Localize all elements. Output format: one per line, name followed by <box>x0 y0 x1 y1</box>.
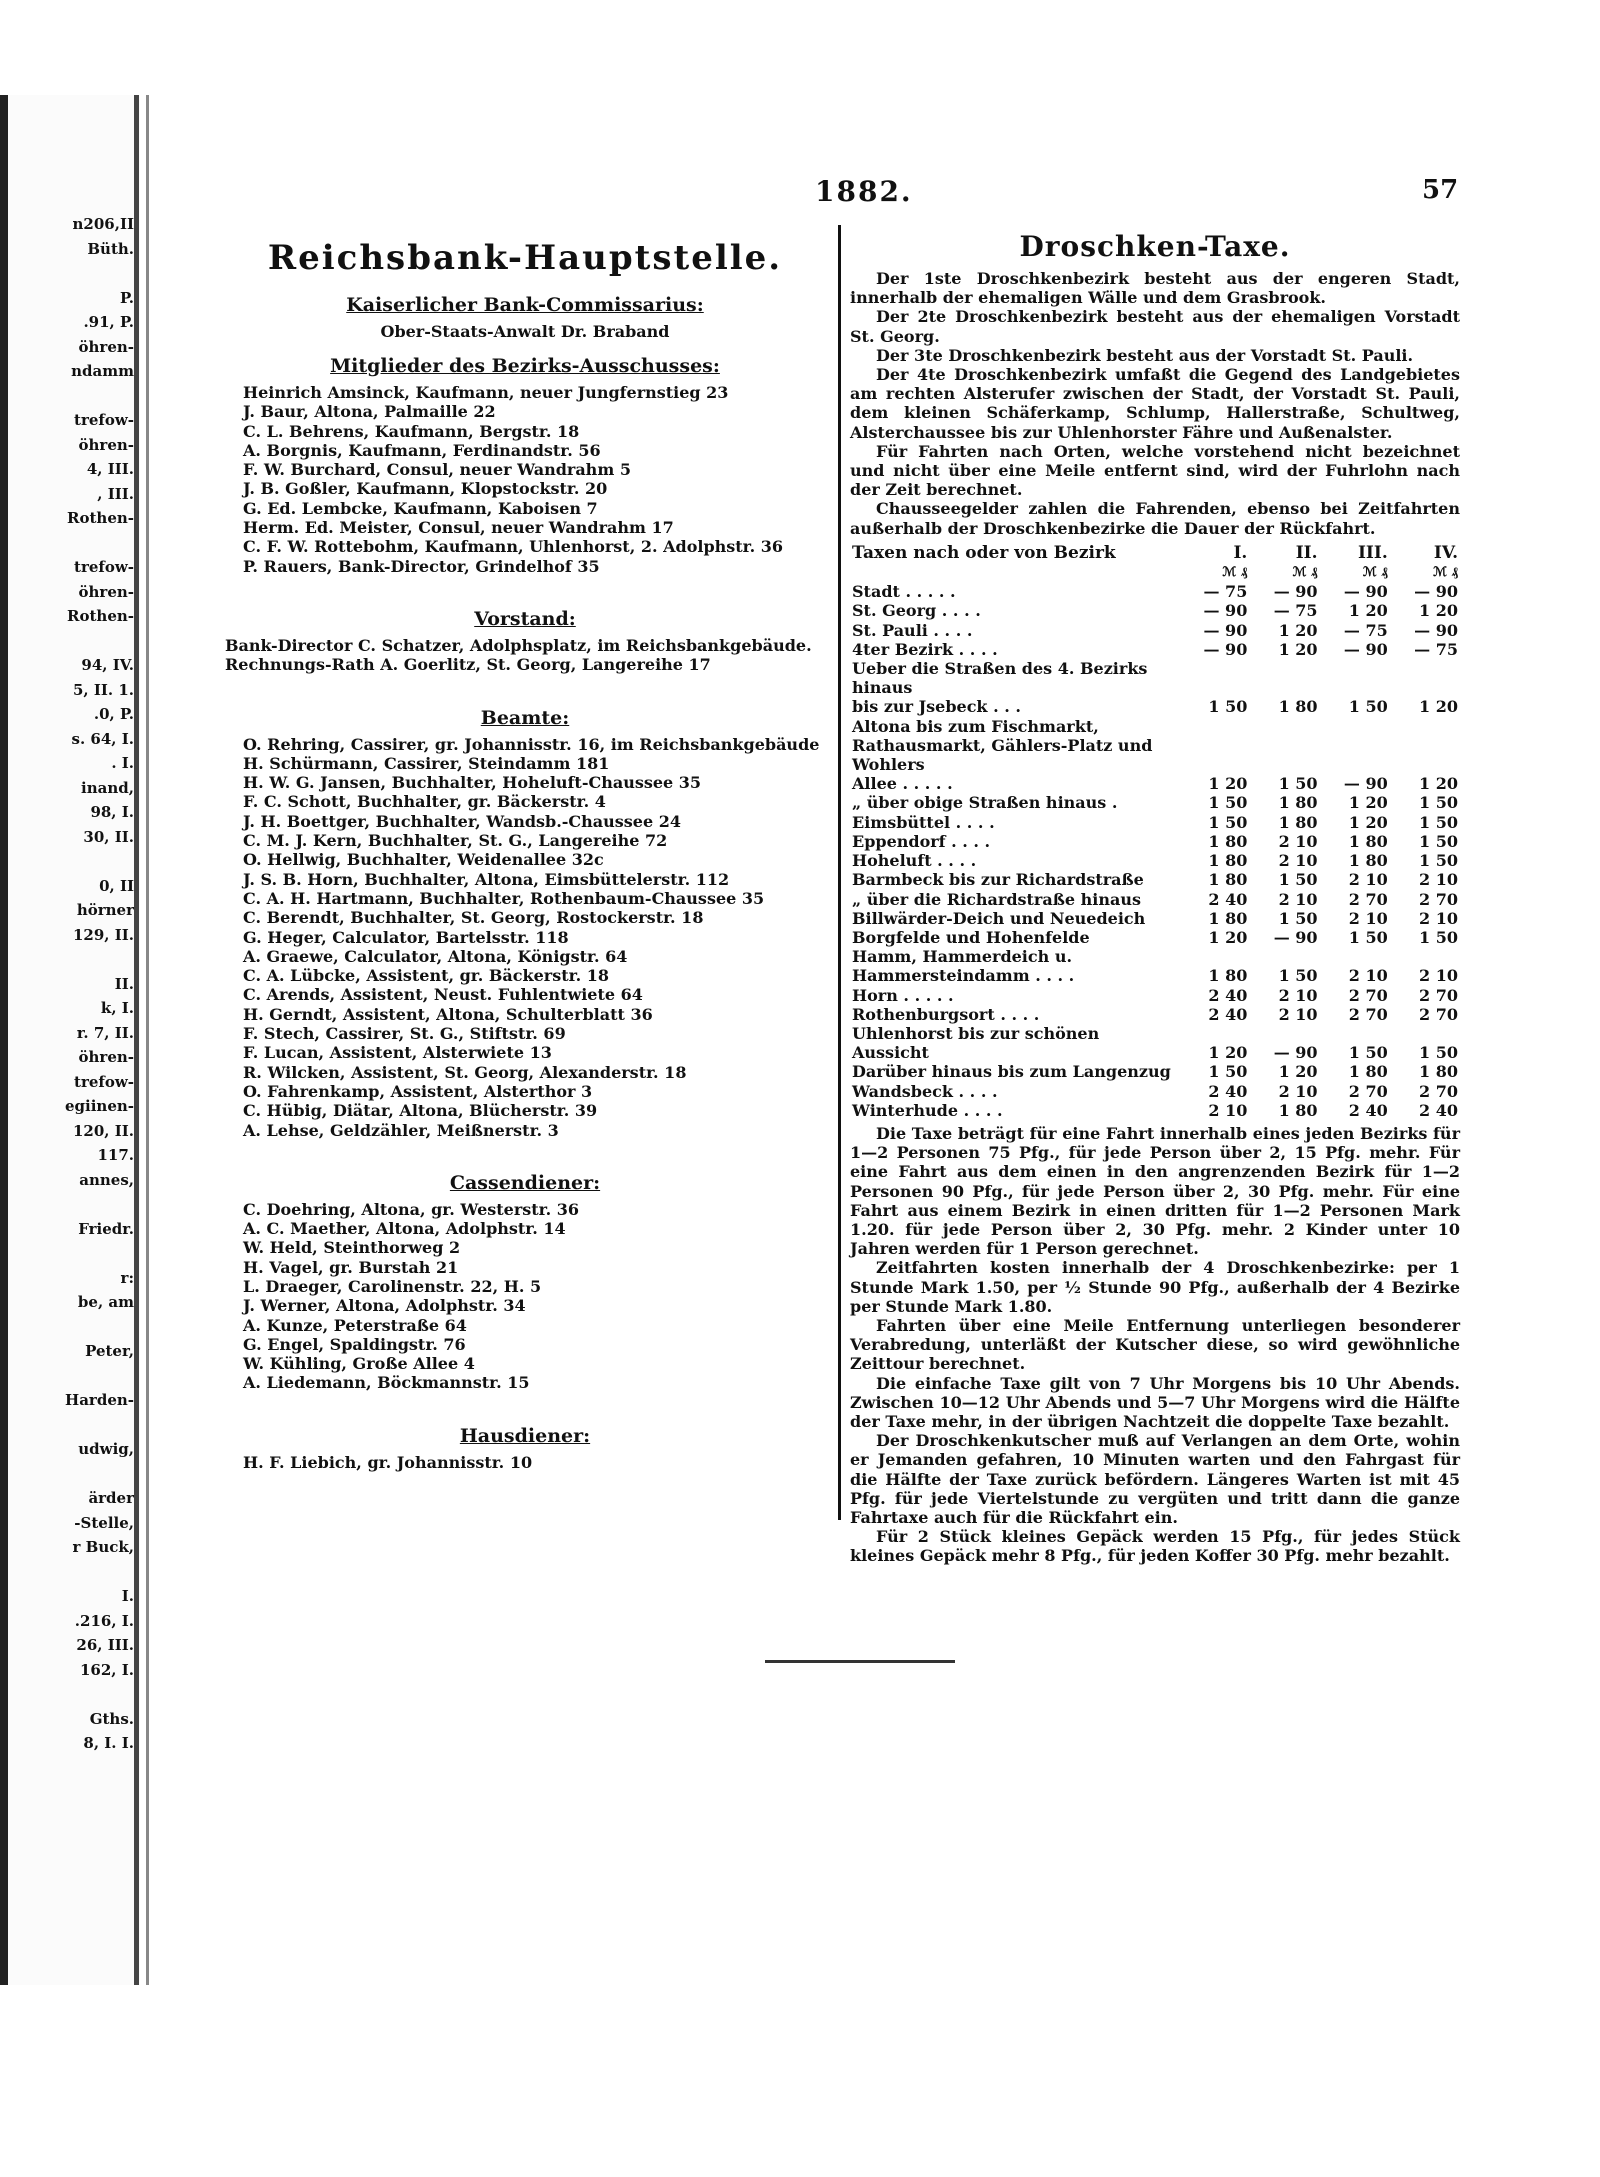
fare-value <box>1249 717 1319 775</box>
fare-unit: ℳ ₰ <box>1362 565 1388 581</box>
fare-place: Altona bis zum Fischmarkt, Rathausmarkt, Gählers-Platz und Wohlers <box>852 716 1153 775</box>
fare-row <box>850 601 1460 620</box>
fare-value: 1 80 <box>1208 831 1248 851</box>
list-item: C. Doehring, Altona, gr. Westerstr. 36 <box>243 1199 580 1219</box>
list-item: Herm. Ed. Meister, Consul, neuer Wandrahm 17 <box>243 518 674 538</box>
committee-list <box>225 383 825 576</box>
facing-page-fragment: trefow- <box>74 1072 134 1091</box>
fare-row <box>850 659 1460 697</box>
fare-value: 1 50 <box>1419 812 1458 832</box>
fare-value: 2 40 <box>1419 1100 1458 1120</box>
servants-heading: Cassendiener: <box>449 1171 601 1194</box>
fare-value: 1 80 <box>1278 697 1318 717</box>
fare-unit: ℳ ₰ <box>1222 565 1248 581</box>
fare-value: 2 10 <box>1278 889 1318 909</box>
fare-value: 2 10 <box>1208 1100 1248 1120</box>
fare-value: 2 70 <box>1419 1081 1458 1101</box>
intro-paragraph: Für Fahrten nach Orten, welche vorstehend nicht bezeichnet und nicht über eine Meile entfernt sind, wird der Fuhrlohn nach der Zeit berechnet. <box>850 441 1460 500</box>
fare-row <box>850 582 1460 601</box>
facing-page-fragment: I. <box>121 1587 134 1605</box>
fare-unit: ℳ ₰ <box>1292 565 1318 581</box>
fare-value: 2 10 <box>1278 985 1318 1005</box>
facing-page-fragment: 98, I. <box>90 803 134 821</box>
fare-value: 1 50 <box>1278 774 1318 794</box>
commissar-heading: Kaiserlicher Bank-Commissarius: <box>346 294 704 316</box>
fare-row <box>850 774 1460 793</box>
fare-row <box>850 697 1460 716</box>
fare-value: 1 20 <box>1348 601 1388 621</box>
list-item: J. Werner, Altona, Adolphstr. 34 <box>243 1296 526 1316</box>
facing-page-fragment: inand, <box>81 778 134 797</box>
fare-note: Zeitfahrten kosten innerhalb der 4 Droschkenbezirke: per 1 Stunde Mark 1.50, per ½ Stunde 90 Pfg., außerhalb der 4 Bezirke per Stunde Mark 1.80. <box>850 1258 1460 1316</box>
fare-row <box>850 640 1460 659</box>
list-item: P. Rauers, Bank-Director, Grindelhof 35 <box>243 556 600 576</box>
fare-note: Der Droschkenkutscher muß auf Verlangen an dem Orte, wohin er Jemanden gefahren, 10 Minuten warten und den Fahrgast für die Hälfte der Taxe zurück befördern. Längeres Warten ist mit 45 Pfg. für jede Viertelstunde zu vergüten und tritt dann die ganze Fahrtaxe auch für die Rückfahrt ein. <box>850 1431 1460 1527</box>
list-item: G. Heger, Calculator, Bartelsstr. 118 <box>243 927 569 947</box>
list-item: W. Held, Steinthorweg 2 <box>243 1238 461 1258</box>
fare-value: 1 80 <box>1419 1062 1458 1082</box>
fare-place: Allee . . . . . <box>852 774 953 794</box>
servants-list <box>225 1200 825 1393</box>
list-item: H. F. Liebich, gr. Johannisstr. 10 <box>243 1452 533 1472</box>
fare-row <box>850 870 1460 889</box>
fare-col-header: IV. <box>1433 542 1458 563</box>
fare-value: — 90 <box>1273 927 1318 947</box>
fare-value: 1 80 <box>1348 851 1388 871</box>
fare-value: 1 50 <box>1419 831 1458 851</box>
fare-row <box>850 1082 1460 1101</box>
facing-page-fragment: öhren- <box>78 582 134 601</box>
facing-page-fragment: Büth. <box>87 239 134 258</box>
list-item: A. Borgnis, Kaufmann, Ferdinandstr. 56 <box>243 440 601 460</box>
fare-value <box>1249 659 1319 697</box>
facing-page-fragment: s. 64, I. <box>71 729 134 748</box>
list-item: C. Berendt, Buchhalter, St. Georg, Rostockerstr. 18 <box>243 908 704 928</box>
book-page <box>160 95 1550 1985</box>
fare-row <box>850 621 1460 640</box>
fare-value: 1 20 <box>1278 1062 1318 1082</box>
reichsbank-title: Reichsbank-Hauptstelle. <box>267 238 783 278</box>
fare-place: St. Pauli . . . . <box>852 620 973 640</box>
fare-value: 1 80 <box>1208 851 1248 871</box>
facing-page-fragment: be, am <box>77 1293 134 1311</box>
fare-value: — 90 <box>1273 582 1318 602</box>
fare-place: Hoheluft . . . . <box>852 851 977 871</box>
list-item: F. Stech, Cassirer, St. G., Stiftstr. 69 <box>243 1024 566 1044</box>
facing-page-fragment: 120, II. <box>72 1121 134 1140</box>
list-item: C. Hübig, Diätar, Altona, Blücherstr. 39 <box>243 1101 598 1121</box>
facing-page-fragment: annes, <box>79 1170 134 1189</box>
fare-value: — 90 <box>1273 1043 1318 1063</box>
fare-value: 2 70 <box>1419 985 1458 1005</box>
fare-value: 2 70 <box>1348 889 1388 909</box>
fare-value: 2 10 <box>1348 966 1388 986</box>
fare-value: 1 50 <box>1278 908 1318 928</box>
list-item: C. A. Lübcke, Assistent, gr. Bäckerstr. 18 <box>243 966 609 986</box>
list-item: C. F. W. Rottebohm, Kaufmann, Uhlenhorst, 2. Adolphstr. 36 <box>243 537 784 557</box>
facing-page-fragment: 26, III. <box>76 1636 134 1654</box>
fare-value: — 90 <box>1203 601 1248 621</box>
facing-page-fragment: 129, II. <box>72 925 134 944</box>
fare-place: Stadt . . . . . <box>852 582 956 602</box>
facing-page-fragment: trefow- <box>74 558 134 576</box>
fare-value: 2 10 <box>1278 1081 1318 1101</box>
facing-page-fragment: .91, P. <box>83 313 134 331</box>
fare-value: 2 10 <box>1348 908 1388 928</box>
droschken-column <box>850 230 1460 1566</box>
fare-value: 2 10 <box>1419 908 1458 928</box>
list-item: O. Hellwig, Buchhalter, Weidenallee 32c <box>243 850 604 870</box>
intro-paragraph: Der 1ste Droschkenbezirk besteht aus der engeren Stadt, innerhalb der ehemaligen Wälle und dem Grasbrook. <box>850 269 1460 308</box>
fare-value: 2 10 <box>1419 870 1458 890</box>
bottom-rule <box>765 1660 955 1663</box>
facing-page-fragment: r: <box>120 1268 134 1287</box>
facing-page-fragment: . I. <box>111 754 134 772</box>
officials-heading: Beamte: <box>480 706 570 729</box>
fare-col-header: II. <box>1295 542 1318 563</box>
list-item: Rechnungs-Rath A. Goerlitz, St. Georg, Langereihe 17 <box>225 655 711 675</box>
facing-page-fragment: n206,II <box>72 215 134 233</box>
list-item: Heinrich Amsinck, Kaufmann, neuer Jungfernstieg 23 <box>243 383 729 402</box>
list-item: O. Rehring, Cassirer, gr. Johannisstr. 16, im Reichsbankgebäude <box>243 734 820 754</box>
facing-page-fragment: öhren- <box>78 1048 134 1066</box>
fare-value: 1 50 <box>1348 927 1388 947</box>
fare-value: 1 50 <box>1208 812 1248 832</box>
fare-value: 1 50 <box>1419 927 1458 947</box>
list-item: J. S. B. Horn, Buchhalter, Altona, Eimsbüttelerstr. 112 <box>243 869 730 889</box>
list-item: J. B. Goßler, Kaufmann, Klopstockstr. 20 <box>243 479 608 499</box>
fare-value: 2 40 <box>1208 1081 1248 1101</box>
facing-page-fragment: .0, P. <box>93 705 134 723</box>
facing-page-fragment: öhren- <box>78 337 134 356</box>
fare-col-header: I. <box>1233 542 1248 563</box>
fare-row <box>850 1101 1460 1120</box>
fare-value: 1 50 <box>1208 697 1248 717</box>
board-heading: Vorstand: <box>474 607 576 630</box>
facing-page-fragment: Rothen- <box>67 509 134 527</box>
list-item: W. Kühling, Große Allee 4 <box>243 1354 475 1374</box>
fare-value: 2 10 <box>1278 1004 1318 1024</box>
fare-value: 1 80 <box>1208 908 1248 928</box>
fare-value: 1 50 <box>1278 966 1318 986</box>
list-item: H. Gerndt, Assistent, Altona, Schulterblatt 36 <box>243 1004 653 1024</box>
fare-place: Ueber die Straßen des 4. Bezirks hinaus <box>852 659 1148 698</box>
fare-table <box>850 544 1460 1120</box>
fare-value <box>1320 659 1390 697</box>
fare-value: 2 40 <box>1348 1100 1388 1120</box>
facing-page-fragment: 30, II. <box>83 827 134 846</box>
facing-page-fragment: 94, IV. <box>81 656 134 674</box>
fare-note: Für 2 Stück kleines Gepäck werden 15 Pfg., für jedes Stück kleines Gepäck mehr 8 Pfg., für jeden Koffer 30 Pfg. mehr bezahlt. <box>850 1527 1460 1566</box>
fare-row <box>850 909 1460 928</box>
fare-row <box>850 947 1460 985</box>
fare-row <box>850 1062 1460 1081</box>
fare-value: 2 10 <box>1348 870 1388 890</box>
intro-paragraph: Der 3te Droschkenbezirk besteht aus der Vorstadt St. Pauli. <box>876 345 1414 365</box>
fare-col-header: III. <box>1357 542 1388 563</box>
fare-value <box>1390 717 1460 775</box>
list-item: G. Engel, Spaldingstr. 76 <box>243 1334 466 1354</box>
fare-place: Barmbeck bis zur Richardstraße <box>852 870 1144 890</box>
fare-value: 2 70 <box>1419 889 1458 909</box>
commissar-name: Ober-Staats-Anwalt Dr. Braband <box>380 322 670 341</box>
fare-value: 2 70 <box>1348 1004 1388 1024</box>
fare-place: Borgfelde und Hohenfelde <box>852 927 1090 947</box>
fare-row <box>850 928 1460 947</box>
fare-place: St. Georg . . . . <box>852 601 981 621</box>
fare-place: Eppendorf . . . . <box>852 831 991 851</box>
fare-value: 1 50 <box>1419 1043 1458 1063</box>
gutter-fold-shadow <box>146 95 149 1985</box>
fare-value: 2 70 <box>1348 985 1388 1005</box>
fare-row <box>850 832 1460 851</box>
facing-page-fragment: r. 7, II. <box>76 1023 134 1042</box>
fare-value: 1 50 <box>1208 793 1248 813</box>
fare-place: Rothenburgsort . . . . <box>852 1004 1040 1024</box>
fare-table-header <box>850 544 1460 563</box>
fare-unit: ℳ ₰ <box>1433 565 1458 581</box>
list-item: A. Graewe, Calculator, Altona, Königstr. 64 <box>243 946 628 966</box>
facing-page-fragment: egiinen- <box>64 1097 134 1115</box>
facing-page-fragment: II. <box>114 974 134 993</box>
fare-value: 1 80 <box>1278 1100 1318 1120</box>
fare-value: 1 80 <box>1208 966 1248 986</box>
fare-value: 1 80 <box>1348 831 1388 851</box>
fare-value: 1 50 <box>1278 870 1318 890</box>
fare-value: 1 20 <box>1208 1043 1248 1063</box>
house-list <box>225 1453 825 1472</box>
list-item: H. W. G. Jansen, Buchhalter, Hoheluft-Chaussee 35 <box>243 773 702 793</box>
fare-value: — 75 <box>1414 639 1458 659</box>
fare-value: 2 70 <box>1419 1004 1458 1024</box>
intro-paragraph: Der 2te Droschkenbezirk besteht aus der ehemaligen Vorstadt St. Georg. <box>850 307 1460 346</box>
facing-page-fragment: r Buck, <box>72 1538 134 1556</box>
facing-page-fragment: , III. <box>97 484 134 503</box>
facing-page-fragment: öhren- <box>78 435 134 454</box>
fare-value: 1 20 <box>1419 697 1458 717</box>
fare-value: — 90 <box>1343 639 1388 659</box>
list-item: A. Kunze, Peterstraße 64 <box>243 1315 467 1335</box>
intro-paragraph: Der 4te Droschkenbezirk umfaßt die Gegend des Landgebietes am rechten Alsterufer zwischen der Stadt, der Vorstadt St. Pauli, dem kleinen Schäferkamp, Schlump, Hallerstraße, Schultweg, Alsterchaussee bis zur Uhlenhorster Fähre und Außenalster. <box>850 365 1460 442</box>
list-item: J. H. Boettger, Buchhalter, Wandsb.-Chaussee 24 <box>243 811 681 831</box>
facing-page-fragment: Peter, <box>85 1342 134 1360</box>
fare-value: 1 20 <box>1278 639 1318 659</box>
fare-units-row <box>850 563 1460 582</box>
fare-value: 2 40 <box>1208 985 1248 1005</box>
list-item: A. Lehse, Geldzähler, Meißnerstr. 3 <box>243 1120 559 1140</box>
fare-place: 4ter Bezirk . . . . <box>852 639 998 659</box>
facing-page-fragment: Rothen- <box>67 607 134 625</box>
fare-value: 1 50 <box>1348 1043 1388 1063</box>
fare-value: 2 70 <box>1348 1081 1388 1101</box>
facing-page-fragment: 8, I. I. <box>83 1734 134 1752</box>
fare-value <box>1179 717 1249 775</box>
fare-value: 1 20 <box>1419 774 1458 794</box>
page-year: 1882. <box>815 175 913 208</box>
list-item: A. C. Maether, Altona, Adolphstr. 14 <box>243 1219 566 1239</box>
facing-page-edge <box>0 95 140 1985</box>
fare-row <box>850 1005 1460 1024</box>
facing-page-fragment: k, I. <box>100 999 134 1017</box>
fare-place: Uhlenhorst bis zur schönen Aussicht <box>852 1023 1100 1063</box>
list-item: F. W. Burchard, Consul, neuer Wandrahm 5 <box>243 460 631 480</box>
fare-value: 1 20 <box>1348 793 1388 813</box>
list-item: C. A. H. Hartmann, Buchhalter, Rothenbaum-Chaussee 35 <box>243 888 765 908</box>
fare-value: 1 20 <box>1419 601 1458 621</box>
officials-list <box>225 735 825 1140</box>
facing-page-fragment: trefow- <box>74 411 134 429</box>
fare-row <box>850 851 1460 870</box>
facing-page-fragment: 162, I. <box>80 1660 134 1679</box>
facing-page-fragment: Harden- <box>65 1391 134 1409</box>
page-number: 57 <box>1422 175 1459 205</box>
fare-place: bis zur Jsebeck . . . <box>852 697 1021 717</box>
list-item: J. Baur, Altona, Palmaille 22 <box>243 402 496 422</box>
fare-row <box>850 793 1460 812</box>
list-item: C. M. J. Kern, Buchhalter, St. G., Langereihe 72 <box>243 831 668 851</box>
fare-place: Winterhude . . . . <box>852 1100 1003 1120</box>
fare-value: 1 80 <box>1348 1062 1388 1082</box>
fare-place: Eimsbüttel . . . . <box>852 812 995 832</box>
facing-page-fragment: ndamm <box>71 362 134 380</box>
facing-page-fragment: -Stelle, <box>74 1513 134 1532</box>
facing-page-fragment: 0, II <box>99 876 134 895</box>
fare-value: 2 40 <box>1208 889 1248 909</box>
fare-note: Die Taxe beträgt für eine Fahrt innerhalb eines jeden Bezirks für 1—2 Personen 75 Pfg., für jede Person über 2, 15 Pfg. mehr. Für eine Fahrt aus dem einen in den angrenzenden Bezirk für 1—2 Personen 90 Pfg., für jede Person über 2, 30 Pfg. mehr. Für eine Fahrt aus einem Bezirk in einen dritten für 1—2 Personen Mark 1.20. für jede Person über 2, 30 Pfg. mehr. 2 Kinder unter 10 Jahren werden für 1 Person gerechnet. <box>850 1123 1460 1259</box>
fare-place: „ über obige Straßen hinaus . <box>852 793 1118 813</box>
fare-value: 2 10 <box>1278 851 1318 871</box>
fare-value: 1 50 <box>1419 793 1458 813</box>
fare-value: — 75 <box>1343 620 1388 640</box>
fare-value: — 90 <box>1343 582 1388 602</box>
fare-value: 1 80 <box>1208 870 1248 890</box>
fare-row <box>850 986 1460 1005</box>
column-divider <box>838 225 841 1520</box>
facing-page-fragment: hörner <box>76 901 134 919</box>
fare-value <box>1320 717 1390 775</box>
fare-header-label: Taxen nach oder von Bezirk <box>852 542 1116 563</box>
fare-place: Billwärder-Deich und Neuedeich <box>852 908 1146 928</box>
fare-note: Fahrten über eine Meile Entfernung unterliegen besonderer Verabredung, unterläßt der Kutscher diese, so wird gewöhnliche Zeittour berechnet. <box>850 1315 1460 1374</box>
fare-place: Wandsbeck . . . . <box>852 1081 998 1101</box>
fare-value: 1 50 <box>1419 851 1458 871</box>
droschken-title: Droschken-Taxe. <box>1019 230 1291 263</box>
facing-page-fragment: 4, III. <box>86 460 134 478</box>
fare-value: — 90 <box>1203 639 1248 659</box>
fare-row <box>850 813 1460 832</box>
facing-page-fragment: .216, I. <box>74 1611 134 1630</box>
list-item: C. Arends, Assistent, Neust. Fuhlentwiete 64 <box>243 985 643 1005</box>
board-list <box>225 636 825 675</box>
intro-paragraph: Chausseegelder zahlen die Fahrenden, ebenso bei Zeitfahrten außerhalb der Droschkenbezirke die Dauer der Rückfahrt. <box>850 499 1460 538</box>
gutter-fold <box>134 95 139 1985</box>
fare-place: Hamm, Hammerdeich u. Hammersteindamm . . . . <box>852 947 1075 986</box>
fare-place: „ über die Richardstraße hinaus <box>852 889 1141 909</box>
fare-value <box>1390 659 1460 697</box>
fare-value: — 90 <box>1343 774 1388 794</box>
fare-row <box>850 890 1460 909</box>
list-item: L. Draeger, Carolinenstr. 22, H. 5 <box>243 1276 542 1296</box>
list-item: O. Fahrenkamp, Assistent, Alsterthor 3 <box>243 1081 593 1101</box>
facing-page-fragment: Gths. <box>89 1709 134 1728</box>
facing-page-fragment: 5, II. 1. <box>72 680 134 699</box>
list-item: Bank-Director C. Schatzer, Adolphsplatz, im Reichsbankgebäude. <box>225 635 812 655</box>
list-item: C. L. Behrens, Kaufmann, Bergstr. 18 <box>243 421 580 441</box>
list-item: A. Liedemann, Böckmannstr. 15 <box>243 1373 530 1393</box>
fare-value: — 75 <box>1273 601 1318 621</box>
fare-value: — 90 <box>1414 620 1458 640</box>
fare-value: 2 40 <box>1208 1004 1248 1024</box>
house-heading: Hausdiener: <box>459 1424 591 1447</box>
facing-page-fragment: ärder <box>88 1489 134 1507</box>
list-item: R. Wilcken, Assistent, St. Georg, Alexanderstr. 18 <box>243 1062 687 1082</box>
fare-value: 1 80 <box>1278 793 1318 813</box>
list-item: H. Schürmann, Cassirer, Steindamm 181 <box>243 753 610 773</box>
list-item: G. Ed. Lembcke, Kaufmann, Kaboisen 7 <box>243 498 598 518</box>
fare-value: — 75 <box>1203 582 1248 602</box>
list-item: H. Vagel, gr. Burstah 21 <box>243 1257 459 1277</box>
scan-border <box>0 95 8 1985</box>
facing-page-fragment: 117. <box>97 1146 134 1164</box>
list-item: F. C. Schott, Buchhalter, gr. Bäckerstr. 4 <box>243 792 606 812</box>
reichsbank-column <box>225 230 825 1472</box>
fare-value: 2 10 <box>1419 966 1458 986</box>
list-item: F. Lucan, Assistent, Alsterwiete 13 <box>243 1043 552 1063</box>
facing-page-fragment: Friedr. <box>78 1219 134 1238</box>
fare-value: 1 20 <box>1208 774 1248 794</box>
fare-value: 2 10 <box>1278 831 1318 851</box>
facing-page-fragment: udwig, <box>78 1440 134 1458</box>
fare-note: Die einfache Taxe gilt von 7 Uhr Morgens bis 10 Uhr Abends. Zwischen 10—12 Uhr Abends und 5—7 Uhr Morgens wird die Hälfte der Taxe mehr, in der übrigen Nachtzeit die doppelte Taxe bezahlt. <box>850 1373 1460 1431</box>
fare-value: 1 20 <box>1348 812 1388 832</box>
fare-value: 1 50 <box>1348 697 1388 717</box>
fare-value: 1 20 <box>1278 620 1318 640</box>
fare-value: — 90 <box>1203 620 1248 640</box>
fare-value <box>1179 659 1249 697</box>
fare-value: 1 80 <box>1278 812 1318 832</box>
fare-value: — 90 <box>1414 582 1458 602</box>
fare-row <box>850 717 1460 775</box>
fare-value: 1 50 <box>1208 1062 1248 1082</box>
fare-place: Horn . . . . . <box>852 985 954 1005</box>
fare-value: 1 20 <box>1208 927 1248 947</box>
committee-heading: Mitglieder des Bezirks-Ausschusses: <box>330 355 720 377</box>
fare-row <box>850 1024 1460 1062</box>
facing-page-fragment: P. <box>119 288 134 307</box>
fare-place: Darüber hinaus bis zum Langenzug <box>852 1062 1171 1082</box>
